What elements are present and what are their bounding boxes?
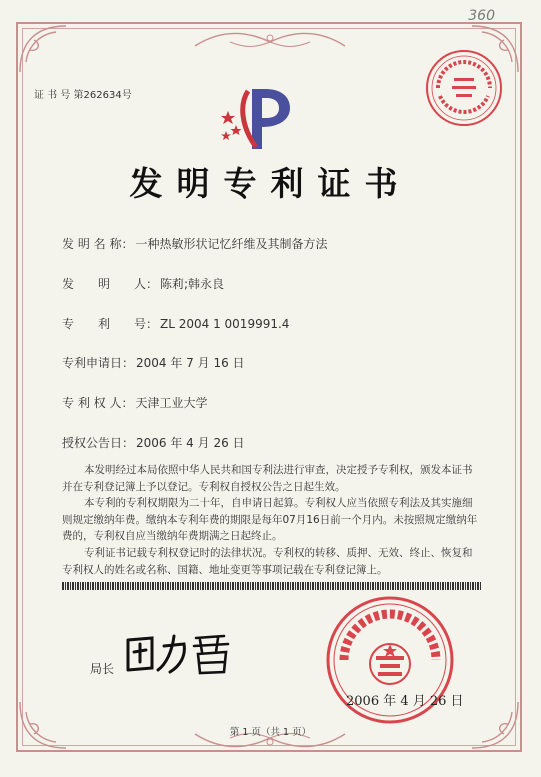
handwritten-note: 360 <box>468 8 495 24</box>
field-label: 发 明 名 称： <box>62 237 134 251</box>
page-indicator: 第 1 页（共 1 页） <box>229 727 312 738</box>
body-paragraph: 专利证书记载专利权登记时的法律状况。专利权的转移、质押、无效、终止、恢复和专利权人的姓名或名称、国籍、地址变更等事项记载在专利登记簿上。 <box>62 546 473 576</box>
body-paragraph: 本发明经过本局依照中华人民共和国专利法进行审查，决定授予专利权，颁发本证书并在专利登记簿上予以登记。专利权自授权公告之日起生效。 <box>62 464 473 493</box>
field-label: 专 利 权 人： <box>62 396 134 410</box>
field-patentee <box>62 394 207 411</box>
agency-stamp-small <box>424 48 504 128</box>
field-value: 陈莉;韩永良 <box>160 277 225 291</box>
field-invention-name <box>62 235 327 252</box>
field-value: 天津工业大学 <box>135 396 208 410</box>
patent-office-logo <box>218 85 298 155</box>
field-grant-date <box>62 434 245 451</box>
corner-ornament-bottom-right <box>462 692 522 752</box>
corner-ornament-top-left <box>16 22 76 82</box>
field-value: 一种热敏形状记忆纤维及其制备方法 <box>135 237 328 251</box>
certificate-body <box>62 462 482 578</box>
field-label: 专 利 号： <box>62 317 159 331</box>
corner-ornament-bottom-left <box>16 692 76 752</box>
field-patent-number <box>62 315 289 332</box>
field-value: ZL 2004 1 0019991.4 <box>160 317 290 331</box>
field-label: 专利申请日： <box>62 356 135 370</box>
field-value: 2006 年 4 月 26 日 <box>136 436 245 450</box>
page-title: 发明专利证书 <box>129 164 412 203</box>
field-label: 授权公告日： <box>62 436 135 450</box>
certificate-number: 证 书 号 第262634号 <box>34 90 132 101</box>
director-signature <box>122 626 242 676</box>
field-inventors <box>62 275 224 292</box>
top-flourish <box>190 28 350 52</box>
field-filing-date <box>62 354 245 371</box>
director-label: 局长 <box>90 662 115 676</box>
field-value: 2004 年 7 月 16 日 <box>136 356 245 370</box>
body-paragraph: 本专利的专利权期限为二十年，自申请日起算。专利权人应当依照专利法及其实施细则规定缴纳年费。缴纳本专利年费的期限是每年07月16日前一个月内。未按照规定缴纳年费的，专利权自应当缴纳年费期满之日起终止。 <box>62 497 478 543</box>
field-label: 发 明 人： <box>62 277 159 291</box>
issue-date: 2006 年 4 月 26 日 <box>346 694 464 709</box>
barcode-strip <box>62 582 482 590</box>
